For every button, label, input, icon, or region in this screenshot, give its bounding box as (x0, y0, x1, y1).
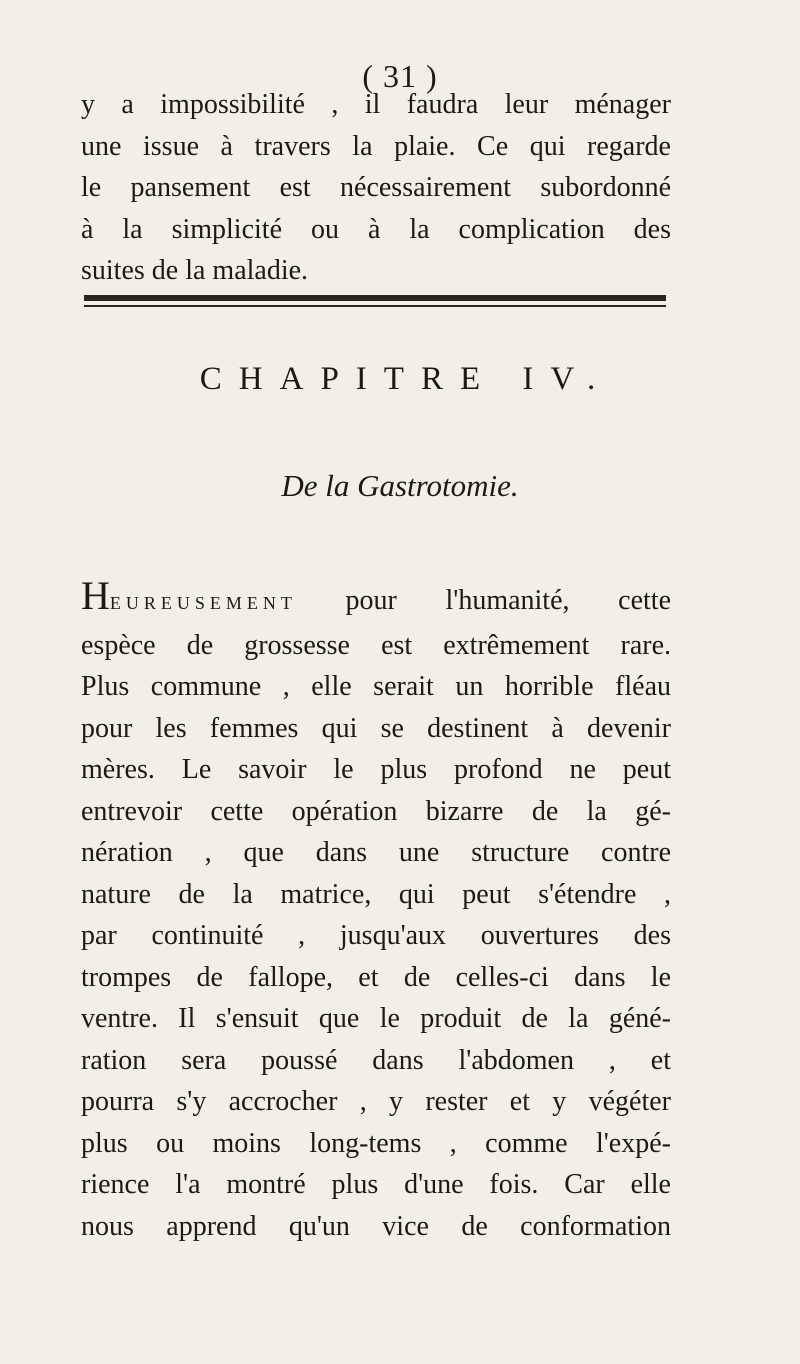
text-line: nature de la matrice, qui peut s'étendre , (81, 878, 671, 910)
text-line: rience l'a montré plus d'une fois. Car elle (81, 1169, 671, 1200)
text-line: nération , que dans une structure contre (81, 837, 671, 868)
section-divider-thin (84, 305, 666, 307)
text-line: ventre. Il s'ensuit que le produit de la géné- (81, 1003, 671, 1034)
page-number: ( 31 ) (362, 58, 438, 94)
text-line: pour les femmes qui se destinent à devenir (81, 712, 671, 744)
text-line: mères. Le savoir le plus profond ne peut (81, 754, 671, 785)
initial-letter: H (81, 573, 110, 618)
text-line: une issue à travers la plaie. Ce qui regarde (81, 130, 671, 162)
text-line: nous apprend qu'un vice de conformation (81, 1210, 671, 1242)
text-line: trompes de fallope, et de celles-ci dans le (81, 961, 671, 993)
paragraph-previous-section (81, 84, 671, 292)
text-line-opening (81, 573, 671, 625)
text-line: y a impossibilité , il faudra leur ménager (81, 89, 671, 120)
section-divider-thick (84, 295, 666, 301)
text-line: à la simplicité ou à la complication des (81, 213, 671, 245)
chapter-heading: CHAPITRE IV. (199, 361, 613, 397)
text-line: espèce de grossesse est extrêmement rare. (81, 629, 671, 661)
text-line: ration sera poussé dans l'abdomen , et (81, 1044, 671, 1076)
text-line: le pansement est nécessairement subordonné (81, 172, 671, 203)
text-line: Plus commune , elle serait un horrible fléau (81, 671, 671, 702)
text-line: entrevoir cette opération bizarre de la gé- (81, 795, 671, 827)
opening-line-text: pour l'humanité, cette (296, 585, 671, 616)
paragraph-chapter-body (81, 573, 671, 1247)
opening-word-smallcaps: EUREUSEMENT (109, 593, 297, 613)
text-line: par continuité , jusqu'aux ouvertures des (81, 920, 671, 951)
chapter-subtitle: De la Gastrotomie. (281, 468, 519, 503)
text-line: pourra s'y accrocher , y rester et y végéter (81, 1086, 671, 1117)
text-line: plus ou moins long-tems , comme l'expé- (81, 1127, 671, 1159)
text-line: suites de la maladie. (81, 255, 309, 286)
